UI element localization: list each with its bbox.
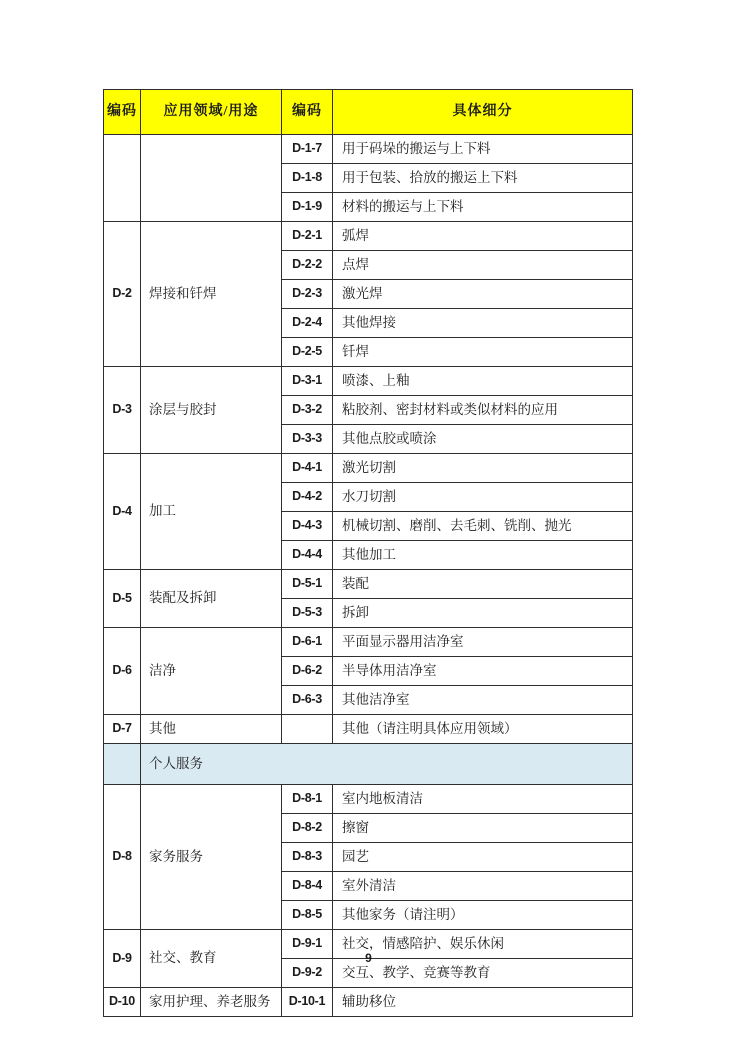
sub-code-cell: D-2-5 (282, 338, 333, 367)
detail-cell: 其他洁净室 (333, 686, 633, 715)
sub-code-cell: D-8-3 (282, 843, 333, 872)
sub-code-cell: D-3-3 (282, 425, 333, 454)
detail-cell: 用于包装、拾放的搬运上下料 (333, 164, 633, 193)
sub-code-cell: D-9-2 (282, 959, 333, 988)
sub-code-cell: D-10-1 (282, 988, 333, 1017)
sub-code-cell: D-5-3 (282, 599, 333, 628)
sub-code-cell: D-6-2 (282, 657, 333, 686)
detail-cell: 喷漆、上釉 (333, 367, 633, 396)
group-code-cell: D-8 (104, 785, 141, 930)
group-code-cell: D-4 (104, 454, 141, 570)
table-row (104, 628, 633, 657)
sub-code-cell: D-3-2 (282, 396, 333, 425)
detail-cell: 社交，情感陪护、娱乐休闲 (333, 930, 633, 959)
sub-code-cell: D-6-1 (282, 628, 333, 657)
table-row (104, 454, 633, 483)
sub-code-cell: D-5-1 (282, 570, 333, 599)
detail-cell: 其他加工 (333, 541, 633, 570)
header-code-col3: 编码 (282, 90, 333, 135)
group-code-cell: D-6 (104, 628, 141, 715)
detail-cell: 弧焊 (333, 222, 633, 251)
group-domain-cell: 焊接和钎焊 (141, 222, 282, 367)
group-code-cell: D-9 (104, 930, 141, 988)
group-code-cell (104, 135, 141, 222)
sub-code-cell: D-8-5 (282, 901, 333, 930)
section-band-label: 个人服务 (141, 744, 633, 785)
detail-cell: 室外清洁 (333, 872, 633, 901)
detail-cell: 水刀切割 (333, 483, 633, 512)
group-domain-cell: 社交、教育 (141, 930, 282, 988)
group-code-cell: D-2 (104, 222, 141, 367)
sub-code-cell: D-4-2 (282, 483, 333, 512)
detail-cell: 平面显示器用洁净室 (333, 628, 633, 657)
group-domain-cell: 洁净 (141, 628, 282, 715)
header-code-col1: 编码 (104, 90, 141, 135)
table-row (104, 135, 633, 164)
detail-cell: 机械切割、磨削、去毛刺、铣削、抛光 (333, 512, 633, 541)
sub-code-cell: D-2-1 (282, 222, 333, 251)
table-row (104, 222, 633, 251)
detail-cell: 点焊 (333, 251, 633, 280)
detail-cell: 材料的搬运与上下料 (333, 193, 633, 222)
group-domain-cell: 其他 (141, 715, 282, 744)
classification-table (103, 89, 633, 1017)
group-domain-cell: 加工 (141, 454, 282, 570)
detail-cell: 半导体用洁净室 (333, 657, 633, 686)
group-domain-cell: 装配及拆卸 (141, 570, 282, 628)
detail-cell: 用于码垛的搬运与上下料 (333, 135, 633, 164)
detail-cell: 激光切割 (333, 454, 633, 483)
sub-code-cell (282, 715, 333, 744)
table-row (104, 570, 633, 599)
detail-cell: 粘胶剂、密封材料或类似材料的应用 (333, 396, 633, 425)
detail-cell: 园艺 (333, 843, 633, 872)
group-code-cell: D-10 (104, 988, 141, 1017)
table-row (104, 785, 633, 814)
group-domain-cell: 家务服务 (141, 785, 282, 930)
group-code-cell: D-7 (104, 715, 141, 744)
sub-code-cell: D-8-4 (282, 872, 333, 901)
sub-code-cell: D-6-3 (282, 686, 333, 715)
table-body (104, 135, 633, 1017)
group-domain-cell: 涂层与胶封 (141, 367, 282, 454)
detail-cell: 擦窗 (333, 814, 633, 843)
sub-code-cell: D-1-8 (282, 164, 333, 193)
sub-code-cell: D-2-3 (282, 280, 333, 309)
detail-cell: 钎焊 (333, 338, 633, 367)
sub-code-cell: D-2-2 (282, 251, 333, 280)
table-header-row (104, 90, 633, 135)
detail-cell: 室内地板清洁 (333, 785, 633, 814)
header-specific-subdivision: 具体细分 (333, 90, 633, 135)
header-application-domain: 应用领域/用途 (141, 90, 282, 135)
detail-cell: 其他家务（请注明） (333, 901, 633, 930)
sub-code-cell: D-1-7 (282, 135, 333, 164)
sub-code-cell: D-8-1 (282, 785, 333, 814)
section-band-row (104, 744, 633, 785)
sub-code-cell: D-4-1 (282, 454, 333, 483)
detail-cell: 其他（请注明具体应用领域） (333, 715, 633, 744)
sub-code-cell: D-4-4 (282, 541, 333, 570)
table-row (104, 367, 633, 396)
sub-code-cell: D-9-1 (282, 930, 333, 959)
detail-cell: 激光焊 (333, 280, 633, 309)
detail-cell: 其他点胶或喷涂 (333, 425, 633, 454)
sub-code-cell: D-3-1 (282, 367, 333, 396)
detail-cell: 拆卸 (333, 599, 633, 628)
table-header (104, 90, 633, 135)
detail-cell: 辅助移位 (333, 988, 633, 1017)
sub-code-cell: D-4-3 (282, 512, 333, 541)
table-row (104, 715, 633, 744)
detail-cell: 装配 (333, 570, 633, 599)
page-number: 9 (365, 951, 372, 965)
sub-code-cell: D-8-2 (282, 814, 333, 843)
group-code-cell: D-3 (104, 367, 141, 454)
detail-cell: 其他焊接 (333, 309, 633, 338)
sub-code-cell: D-1-9 (282, 193, 333, 222)
table-row (104, 988, 633, 1017)
group-domain-cell: 家用护理、养老服务 (141, 988, 282, 1017)
section-band-empty-cell (104, 744, 141, 785)
group-code-cell: D-5 (104, 570, 141, 628)
group-domain-cell (141, 135, 282, 222)
detail-cell: 交互、教学、竞赛等教育 (333, 959, 633, 988)
sub-code-cell: D-2-4 (282, 309, 333, 338)
